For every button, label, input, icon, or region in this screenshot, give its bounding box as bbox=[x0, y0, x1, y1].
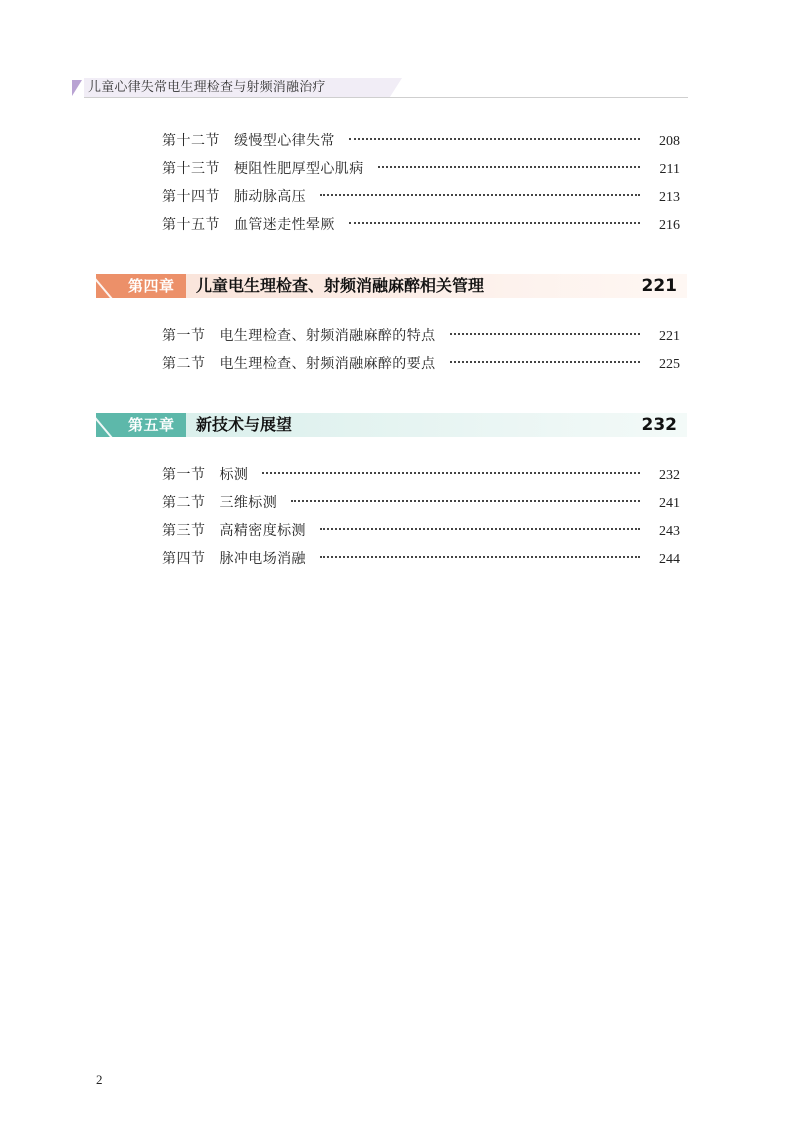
section-number: 第十二节 bbox=[162, 133, 220, 149]
section-number: 第十三节 bbox=[162, 161, 220, 177]
section-number: 第一节 bbox=[162, 467, 206, 483]
section-number: 第四节 bbox=[162, 551, 206, 567]
dot-leader bbox=[450, 361, 641, 363]
section-page: 221 bbox=[659, 329, 680, 344]
section-number: 第三节 bbox=[162, 523, 206, 539]
dot-leader bbox=[320, 528, 640, 530]
section-page: 232 bbox=[659, 468, 680, 483]
section-page: 216 bbox=[659, 218, 680, 233]
toc-entry[interactable] bbox=[162, 186, 680, 208]
toc-entry[interactable] bbox=[162, 214, 680, 236]
dot-leader bbox=[349, 222, 640, 224]
chapter-title: 新技术与展望 bbox=[196, 415, 293, 434]
chapter-label: 第四章 bbox=[128, 277, 175, 295]
dot-leader bbox=[291, 500, 640, 502]
running-header bbox=[72, 78, 688, 98]
section-page: 244 bbox=[659, 552, 680, 567]
chapter-title: 儿童电生理检查、射频消融麻醉相关管理 bbox=[196, 276, 485, 295]
section-title: 标测 bbox=[219, 467, 249, 483]
section-title: 血管迷走性晕厥 bbox=[234, 217, 335, 233]
toc-entry[interactable] bbox=[162, 325, 680, 347]
page-number: 2 bbox=[96, 1072, 103, 1087]
section-page: 208 bbox=[659, 134, 680, 149]
chapter-heading-4[interactable] bbox=[96, 274, 687, 298]
chapter-heading-5[interactable] bbox=[96, 413, 687, 437]
section-title: 三维标测 bbox=[219, 495, 278, 511]
section-page: 225 bbox=[659, 357, 680, 372]
section-title: 缓慢型心律失常 bbox=[234, 133, 335, 149]
toc-entry[interactable] bbox=[162, 353, 680, 375]
chapter-page: 221 bbox=[641, 276, 677, 296]
section-title: 脉冲电场消融 bbox=[219, 551, 306, 567]
dot-leader bbox=[378, 166, 640, 168]
toc-entry[interactable] bbox=[162, 548, 680, 570]
section-page: 211 bbox=[659, 162, 680, 177]
chapter-page: 232 bbox=[641, 415, 677, 435]
section-number: 第十五节 bbox=[162, 217, 220, 233]
dot-leader bbox=[262, 472, 640, 474]
header-rule bbox=[84, 97, 688, 98]
section-page: 241 bbox=[659, 496, 680, 511]
section-number: 第十四节 bbox=[162, 189, 220, 205]
slash-ornament bbox=[92, 275, 113, 299]
toc-entry[interactable] bbox=[162, 464, 680, 486]
section-title: 高精密度标测 bbox=[219, 523, 306, 539]
section-number: 第一节 bbox=[162, 328, 206, 344]
toc-entry[interactable] bbox=[162, 158, 680, 180]
header-triangle-ornament bbox=[72, 80, 82, 96]
dot-leader bbox=[320, 556, 640, 558]
dot-leader bbox=[349, 138, 640, 140]
toc-entry[interactable] bbox=[162, 492, 680, 514]
section-number: 第二节 bbox=[162, 356, 206, 372]
toc-entry[interactable] bbox=[162, 520, 680, 542]
section-page: 243 bbox=[659, 524, 680, 539]
section-title: 电生理检查、射频消融麻醉的要点 bbox=[219, 356, 436, 372]
slash-ornament bbox=[92, 414, 113, 438]
chapter-label: 第五章 bbox=[128, 416, 175, 434]
dot-leader bbox=[450, 333, 641, 335]
section-title: 肺动脉高压 bbox=[234, 189, 306, 205]
toc-entry[interactable] bbox=[162, 130, 680, 152]
book-title: 儿童心律失常电生理检查与射频消融治疗 bbox=[88, 80, 326, 95]
section-title: 电生理检查、射频消融麻醉的特点 bbox=[219, 328, 436, 344]
section-page: 213 bbox=[659, 190, 680, 205]
dot-leader bbox=[320, 194, 640, 196]
section-title: 梗阻性肥厚型心肌病 bbox=[234, 161, 364, 177]
chapter-label-block bbox=[96, 274, 186, 298]
chapter-label-block bbox=[96, 413, 186, 437]
section-number: 第二节 bbox=[162, 495, 206, 511]
